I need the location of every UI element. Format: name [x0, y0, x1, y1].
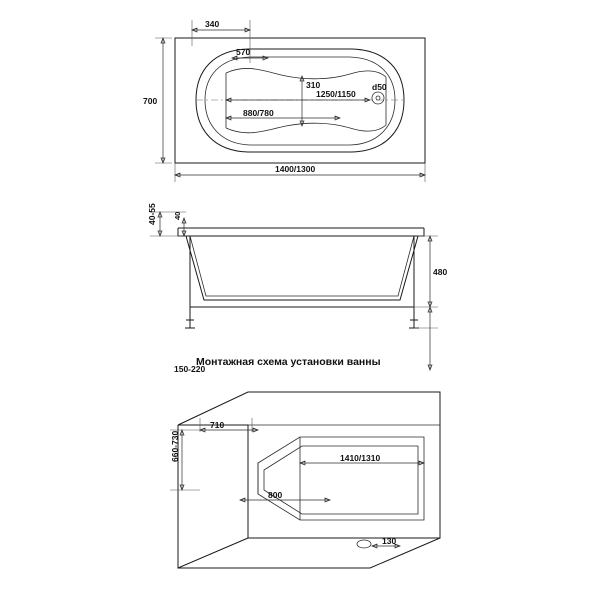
front-view	[147, 203, 447, 374]
iso-basin-rim	[258, 437, 424, 520]
iso-outer-shell	[178, 392, 440, 538]
drain-hole-center	[376, 96, 380, 100]
iso-view	[170, 392, 440, 568]
front-rim-profile	[178, 228, 424, 236]
dim-310-label: 310	[306, 80, 321, 90]
tub-upper-curve	[226, 68, 386, 78]
tub-lower-curve	[226, 123, 386, 133]
dim-4055-label: 40-55	[147, 203, 157, 225]
dim-1400-label: 1400/1300	[275, 164, 316, 174]
front-tub-inner	[190, 236, 414, 296]
dim-340-label: 340	[205, 19, 220, 29]
dim-710-label: 710	[210, 420, 225, 430]
dim-1250-label: 1250/1150	[316, 89, 356, 99]
dim-d50-label: d50	[372, 82, 387, 92]
dim-700-label: 700	[143, 96, 158, 106]
drain-hole	[372, 92, 384, 104]
dim-1410-label: 1410/1310	[340, 453, 381, 463]
diagram-title: Монтажная схема установки ванны	[196, 356, 381, 368]
dim-660730-label: 660-730	[170, 430, 180, 462]
dim-570-label: 570	[236, 47, 251, 57]
dim-40-label: 40	[173, 211, 182, 220]
dim-800-label: 800	[268, 490, 283, 500]
iso-left-face	[178, 425, 248, 568]
iso-drain-hole	[357, 540, 371, 548]
iso-front-face	[178, 538, 440, 568]
dim-880-label: 880/780	[243, 108, 274, 118]
dim-130-label: 130	[382, 536, 397, 546]
front-tub-body	[186, 236, 418, 300]
dim-150220-label: 150-220	[174, 364, 206, 374]
top-view	[143, 19, 425, 182]
dim-480-label: 480	[433, 267, 448, 277]
